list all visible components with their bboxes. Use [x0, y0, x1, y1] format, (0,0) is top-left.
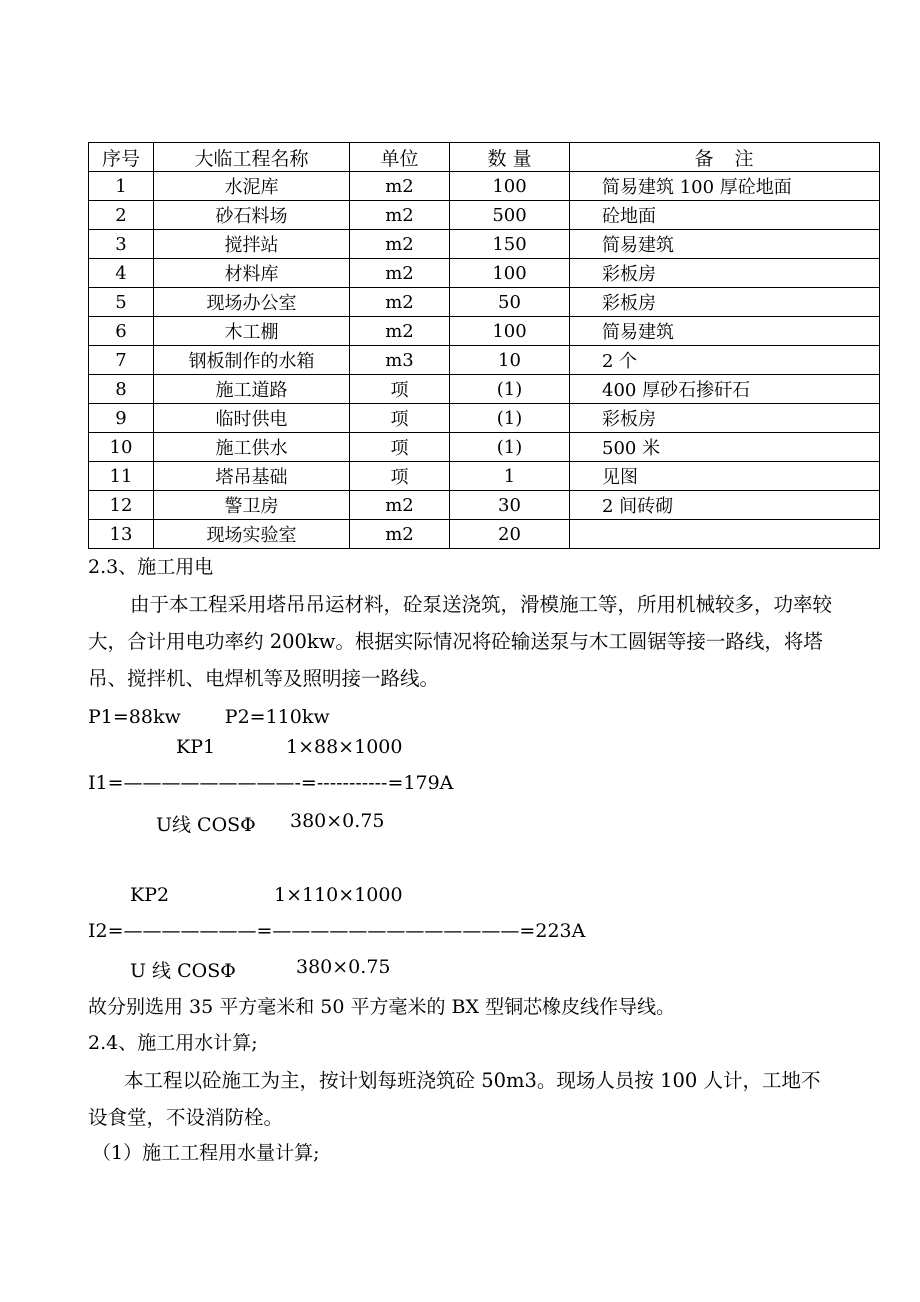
table-row: [89, 491, 880, 520]
cell-remarks: 见图: [570, 462, 880, 491]
cell-name: 现场实验室: [154, 520, 350, 549]
header-name: 大临工程名称: [154, 143, 350, 172]
cell-remarks: 简易建筑: [570, 230, 880, 259]
cell-quantity: 100: [450, 259, 570, 288]
cell-remarks: 彩板房: [570, 259, 880, 288]
cell-remarks: 彩板房: [570, 288, 880, 317]
cell-quantity: 20: [450, 520, 570, 549]
cell-quantity: 1: [450, 462, 570, 491]
table-row: [89, 346, 880, 375]
cell-unit: m2: [350, 520, 450, 549]
cell-name: 施工供水: [154, 433, 350, 462]
cell-serial: 2: [89, 201, 154, 230]
cell-name: 现场办公室: [154, 288, 350, 317]
table-row: [89, 259, 880, 288]
formula1-denominator-value: 380×0.75: [290, 810, 385, 832]
cell-serial: 4: [89, 259, 154, 288]
cell-name: 材料库: [154, 259, 350, 288]
cell-name: 木工棚: [154, 317, 350, 346]
cell-quantity: (1): [450, 375, 570, 404]
cell-quantity: 500: [450, 201, 570, 230]
cell-unit: m2: [350, 201, 450, 230]
table-row: [89, 201, 880, 230]
table-body: [89, 172, 880, 549]
cell-serial: 11: [89, 462, 154, 491]
cell-name: 水泥库: [154, 172, 350, 201]
cell-name: 施工道路: [154, 375, 350, 404]
power-values: P1=88kw P2=110kw: [88, 706, 330, 728]
formula2-line: I2=———————=—————————————=223A: [88, 920, 586, 942]
cell-serial: 9: [89, 404, 154, 433]
cell-remarks: [570, 520, 880, 549]
section-2-3-paragraph: 由于本工程采用塔吊吊运材料，砼泵送浇筑，滑模施工等，所用机械较多，功率较大，合计用电功率约 200kw。根据实际情况将砼输送泵与木工圆锯等接一路线，将塔吊、搅拌机、电焊机等及照明接一路线。: [88, 593, 833, 690]
cell-serial: 8: [89, 375, 154, 404]
cell-remarks: 简易建筑: [570, 317, 880, 346]
section-2-4-heading: 2.4、施工用水计算;: [88, 1032, 258, 1054]
cell-name: 砂石料场: [154, 201, 350, 230]
cell-remarks: 简易建筑 100 厚砼地面: [570, 172, 880, 201]
header-remarks: 备 注: [570, 143, 880, 172]
cell-name: 临时供电: [154, 404, 350, 433]
cell-unit: m3: [350, 346, 450, 375]
cell-quantity: (1): [450, 433, 570, 462]
table-header-row: [89, 143, 880, 172]
cell-remarks: 砼地面: [570, 201, 880, 230]
temporary-works-table: [88, 142, 880, 549]
formula1-line: I1=—————————-=-----------=179A: [88, 772, 454, 794]
table-row: [89, 317, 880, 346]
header-unit: 单位: [350, 143, 450, 172]
cell-unit: m2: [350, 317, 450, 346]
cell-unit: 项: [350, 404, 450, 433]
cell-serial: 12: [89, 491, 154, 520]
formula2-numerator-symbol: KP2: [130, 884, 170, 906]
cell-unit: 项: [350, 375, 450, 404]
cell-serial: 13: [89, 520, 154, 549]
formula2-numerator-value: 1×110×1000: [274, 884, 403, 906]
cell-name: 警卫房: [154, 491, 350, 520]
cell-unit: m2: [350, 288, 450, 317]
cell-remarks: 彩板房: [570, 404, 880, 433]
cell-remarks: 2 个: [570, 346, 880, 375]
cell-name: 搅拌站: [154, 230, 350, 259]
table-row: [89, 462, 880, 491]
wire-selection-conclusion: 故分别选用 35 平方毫米和 50 平方毫米的 BX 型铜芯橡皮线作导线。: [88, 996, 676, 1018]
cell-quantity: 100: [450, 172, 570, 201]
header-serial: 序号: [89, 143, 154, 172]
formula2-denominator-symbol: U 线 COSΦ: [130, 960, 236, 982]
formula1-numerator-value: 1×88×1000: [286, 736, 403, 758]
cell-name: 塔吊基础: [154, 462, 350, 491]
cell-quantity: 50: [450, 288, 570, 317]
table-row: [89, 288, 880, 317]
table-row: [89, 433, 880, 462]
formula2-denominator-value: 380×0.75: [296, 956, 391, 978]
cell-unit: m2: [350, 491, 450, 520]
formula1-denominator-symbol: U线 COSΦ: [156, 814, 256, 836]
formula1-numerator-symbol: KP1: [176, 736, 216, 758]
subsection-1-heading: （1）施工工程用水量计算;: [92, 1142, 320, 1164]
section-2-3-heading: 2.3、施工用电: [88, 556, 214, 578]
cell-quantity: 30: [450, 491, 570, 520]
cell-unit: m2: [350, 259, 450, 288]
table-row: [89, 404, 880, 433]
table-row: [89, 172, 880, 201]
cell-serial: 10: [89, 433, 154, 462]
table-row: [89, 230, 880, 259]
cell-serial: 1: [89, 172, 154, 201]
header-quantity: 数 量: [450, 143, 570, 172]
cell-quantity: 150: [450, 230, 570, 259]
cell-remarks: 2 间砖砌: [570, 491, 880, 520]
cell-serial: 3: [89, 230, 154, 259]
cell-unit: 项: [350, 462, 450, 491]
cell-serial: 7: [89, 346, 154, 375]
cell-unit: m2: [350, 172, 450, 201]
cell-quantity: (1): [450, 404, 570, 433]
cell-serial: 6: [89, 317, 154, 346]
cell-name: 钢板制作的水箱: [154, 346, 350, 375]
table-row: [89, 375, 880, 404]
cell-quantity: 10: [450, 346, 570, 375]
table-row: [89, 520, 880, 549]
cell-unit: 项: [350, 433, 450, 462]
cell-unit: m2: [350, 230, 450, 259]
cell-remarks: 500 米: [570, 433, 880, 462]
cell-serial: 5: [89, 288, 154, 317]
cell-remarks: 400 厚砂石掺矸石: [570, 375, 880, 404]
cell-quantity: 100: [450, 317, 570, 346]
section-2-4-paragraph: 本工程以砼施工为主，按计划每班浇筑砼 50m3。现场人员按 100 人计，工地不设食堂，不设消防栓。: [88, 1069, 821, 1129]
